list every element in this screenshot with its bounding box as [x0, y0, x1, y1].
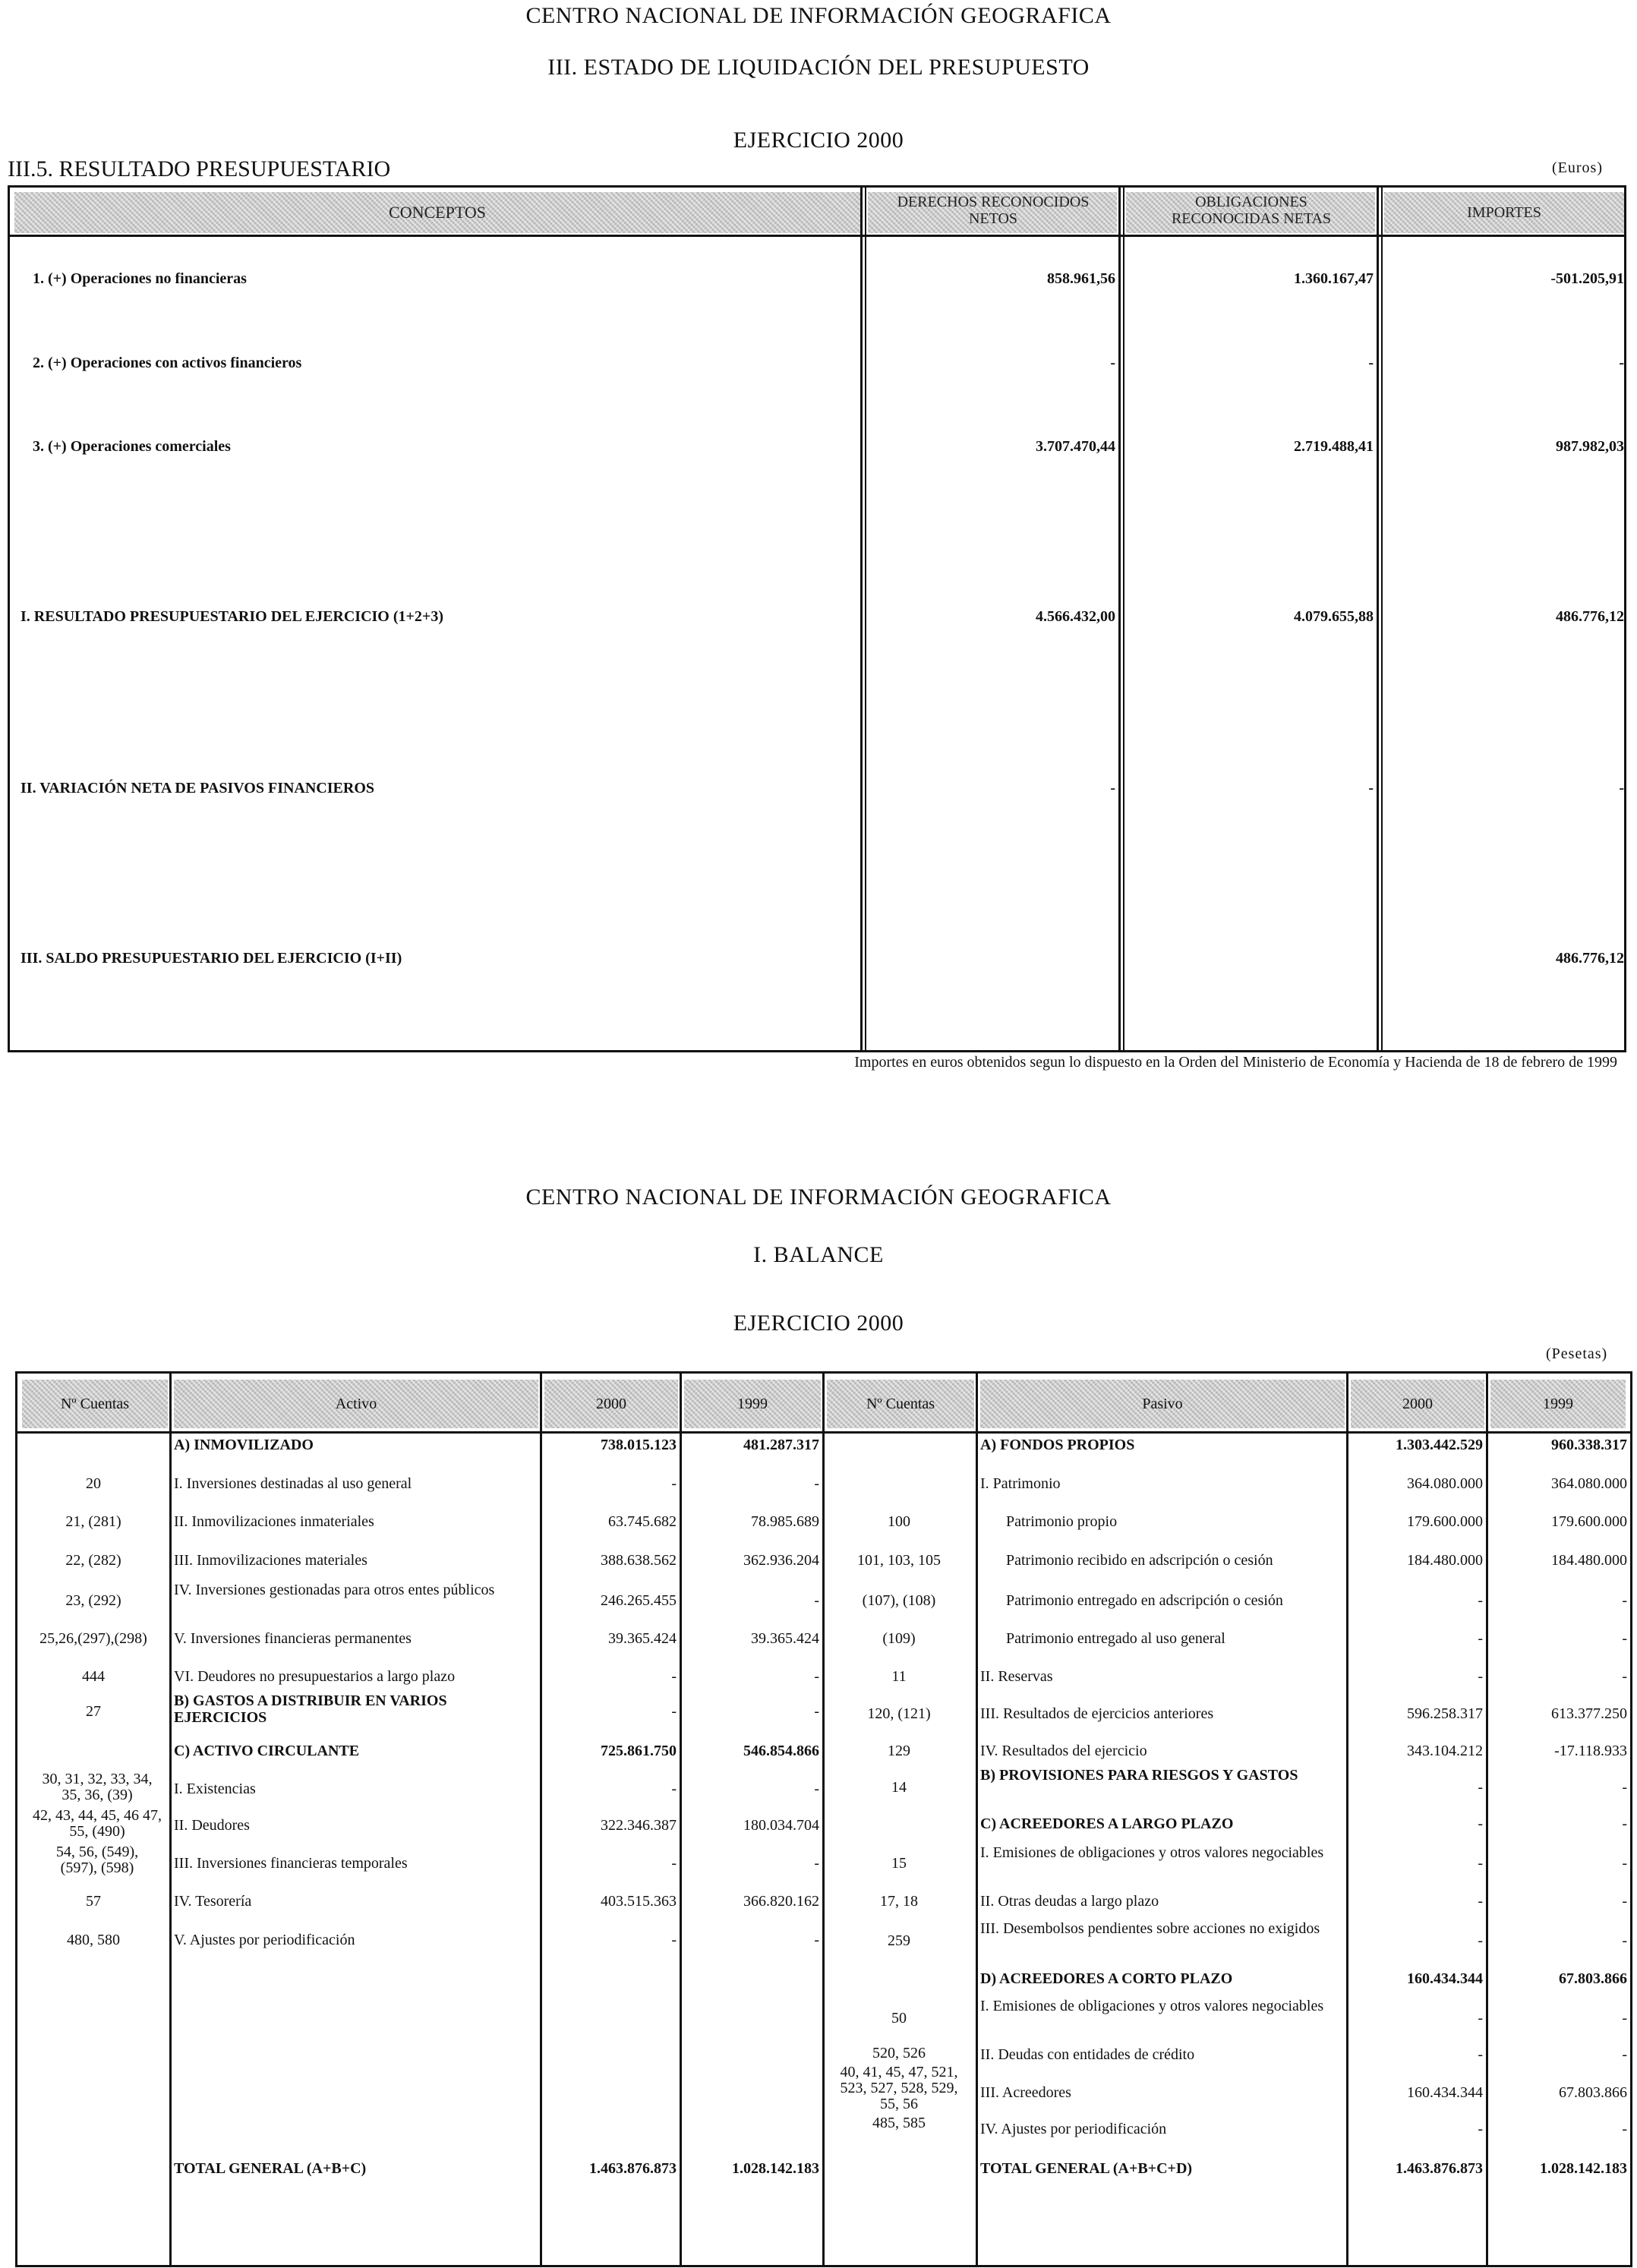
asset-acct: 42, 43, 44, 45, 46 47, 55, (490)	[33, 1807, 162, 1840]
liability-2000: -	[1478, 1630, 1483, 1647]
liability-label: Patrimonio recibido en adscripción o cesión	[1006, 1552, 1273, 1569]
asset-1999: -	[814, 1592, 819, 1609]
asset-1999: -	[814, 1475, 819, 1492]
liability-acct: (109)	[882, 1630, 916, 1647]
doc2-balance-table	[15, 1371, 1632, 2267]
liability-label: Patrimonio propio	[1006, 1513, 1118, 1530]
doc2-header-accounts-2: Nº Cuentas	[866, 1395, 935, 1412]
doc2-col-sep	[976, 1374, 978, 2265]
asset-label: TOTAL GENERAL (A+B+C)	[174, 2160, 367, 2177]
liability-2000: 1.303.442.529	[1396, 1437, 1483, 1453]
doc2-header-2000: 2000	[596, 1395, 626, 1412]
asset-label: B) GASTOS A DISTRIBUIR EN VARIOS EJERCICIOS	[174, 1692, 447, 1726]
liability-1999: -	[1622, 1668, 1627, 1685]
doc1-header-concepts: CONCEPTOS	[389, 203, 486, 222]
doc2-header-1999b: 1999	[1543, 1395, 1573, 1412]
asset-1999: 1.028.142.183	[732, 2160, 819, 2177]
liability-acct: 129	[888, 1743, 910, 1759]
doc1-row-obligations: 1.360.167,47	[1294, 270, 1374, 287]
doc2-header-assets: Activo	[335, 1395, 377, 1412]
asset-acct: 57	[86, 1893, 101, 1910]
asset-acct: 27	[86, 1703, 101, 1720]
asset-label: III. Inversiones financieras temporales	[174, 1855, 408, 1872]
liability-2000: -	[1478, 1815, 1483, 1832]
asset-label: IV. Tesorería	[174, 1893, 252, 1910]
liability-1999: -	[1622, 1932, 1627, 1949]
asset-acct: 25,26,(297),(298)	[39, 1630, 147, 1647]
liability-acct: 259	[888, 1932, 910, 1949]
liability-1999: 67.803.866	[1559, 2084, 1627, 2101]
asset-2000: 322.346.387	[601, 1817, 677, 1834]
liability-2000: -	[1478, 2121, 1483, 2137]
liability-2000: 596.258.317	[1407, 1705, 1483, 1722]
liability-2000: 160.434.344	[1407, 1970, 1483, 1987]
doc1-row-label: III. SALDO PRESUPUESTARIO DEL EJERCICIO (I+II)	[21, 950, 402, 967]
liability-1999: -17.118.933	[1554, 1743, 1627, 1759]
asset-1999: -	[814, 1668, 819, 1685]
asset-2000: -	[671, 1855, 677, 1872]
liability-1999: -	[1622, 1592, 1627, 1609]
liability-2000: -	[1478, 1893, 1483, 1910]
asset-1999: -	[814, 1932, 819, 1948]
liability-label: III. Desembolsos pendientes sobre acciones no exigidos	[980, 1920, 1320, 1937]
asset-2000: 388.638.562	[601, 1552, 677, 1569]
doc1-header-amounts: IMPORTES	[1467, 204, 1541, 221]
asset-2000: -	[671, 1475, 677, 1492]
doc1-row-amount: 486.776,12	[1556, 608, 1624, 625]
asset-label: I. Inversiones destinadas al uso general	[174, 1475, 412, 1492]
asset-1999: 546.854.866	[743, 1743, 819, 1759]
doc1-header-obligations: OBLIGACIONES RECONOCIDAS NETAS	[1171, 194, 1332, 227]
doc1-row-amount: -501.205,91	[1550, 270, 1624, 287]
liability-acct: 520, 526	[872, 2045, 926, 2061]
liability-2000: 160.434.344	[1407, 2084, 1483, 2101]
doc2-currency: (Pesetas)	[1546, 1345, 1608, 1362]
liability-1999: 179.600.000	[1551, 1513, 1627, 1530]
liability-1999: -	[1622, 2121, 1627, 2137]
liability-label: II. Deudas con entidades de crédito	[980, 2046, 1195, 2063]
liability-2000: 1.463.876.873	[1396, 2160, 1483, 2177]
liability-label: TOTAL GENERAL (A+B+C+D)	[980, 2160, 1193, 2177]
liability-label: B) PROVISIONES PARA RIESGOS Y GASTOS	[980, 1767, 1298, 1784]
doc1-row-rights: 3.707.470,44	[1036, 438, 1115, 455]
doc1-section-title: III. ESTADO DE LIQUIDACIÓN DEL PRESUPUESTO	[547, 55, 1090, 80]
liability-acct: 101, 103, 105	[857, 1552, 941, 1569]
asset-acct: 23, (292)	[65, 1592, 121, 1609]
asset-label: I. Existencias	[174, 1781, 256, 1797]
liability-label: Patrimonio entregado al uso general	[1006, 1630, 1225, 1647]
doc1-row-amount: -	[1619, 780, 1624, 796]
doc1-row-label: I. RESULTADO PRESUPUESTARIO DEL EJERCICIO (1+2+3)	[21, 608, 443, 625]
asset-1999: 366.820.162	[743, 1893, 819, 1910]
doc1-row-label: 1. (+) Operaciones no financieras	[33, 270, 247, 287]
asset-1999: 78.985.689	[751, 1513, 819, 1530]
doc1-row-rights: -	[1110, 780, 1115, 796]
liability-1999: 613.377.250	[1551, 1705, 1627, 1722]
liability-label: I. Patrimonio	[980, 1475, 1061, 1492]
liability-acct: (107), (108)	[862, 1592, 936, 1609]
doc2-header-liabilities: Pasivo	[1142, 1395, 1183, 1412]
liability-label: I. Emisiones de obligaciones y otros valores negociables	[980, 1844, 1324, 1861]
liability-1999: 184.480.000	[1551, 1552, 1627, 1569]
liability-1999: -	[1622, 2010, 1627, 2027]
asset-acct: 22, (282)	[65, 1552, 121, 1569]
asset-1999: -	[814, 1781, 819, 1797]
liability-label: II. Otras deudas a largo plazo	[980, 1893, 1159, 1910]
asset-acct: 444	[82, 1668, 105, 1685]
doc2-header-2000b: 2000	[1402, 1395, 1433, 1412]
liability-label: D) ACREEDORES A CORTO PLAZO	[980, 1970, 1233, 1987]
asset-label: C) ACTIVO CIRCULANTE	[174, 1743, 360, 1759]
asset-2000: 63.745.682	[608, 1513, 677, 1530]
liability-acct: 15	[891, 1855, 907, 1872]
liability-label: III. Resultados de ejercicios anteriores	[980, 1705, 1214, 1722]
doc1-row-obligations: 2.719.488,41	[1294, 438, 1374, 455]
doc1-year: EJERCICIO 2000	[733, 128, 904, 153]
doc1-footnote: Importes en euros obtenidos segun lo dispuesto en la Orden del Ministerio de Economía y Hacienda de 18 de febrero de 1999	[854, 1054, 1617, 1071]
liability-acct: 40, 41, 45, 47, 521, 523, 527, 528, 529, 55, 56	[840, 2064, 958, 2112]
asset-1999: 39.365.424	[751, 1630, 819, 1647]
asset-2000: 1.463.876.873	[589, 2160, 677, 2177]
liability-acct: 120, (121)	[867, 1705, 931, 1722]
liability-acct: 485, 585	[872, 2115, 926, 2131]
liability-1999: 1.028.142.183	[1540, 2160, 1627, 2177]
asset-label: II. Inmovilizaciones inmateriales	[174, 1513, 374, 1530]
liability-label: IV. Ajustes por periodificación	[980, 2121, 1167, 2137]
liability-2000: -	[1478, 1592, 1483, 1609]
doc1-subtitle: III.5. RESULTADO PRESUPUESTARIO	[8, 156, 391, 181]
asset-1999: 362.936.204	[743, 1552, 819, 1569]
asset-2000: -	[671, 1668, 677, 1685]
asset-2000: 39.365.424	[608, 1630, 677, 1647]
doc2-header-accounts: Nº Cuentas	[60, 1395, 130, 1412]
liability-1999: 67.803.866	[1559, 1970, 1627, 1987]
doc2-header-1999: 1999	[737, 1395, 768, 1412]
liability-2000: -	[1478, 1855, 1483, 1872]
asset-label: A) INMOVILIZADO	[174, 1437, 314, 1453]
liability-2000: -	[1478, 1932, 1483, 1949]
asset-label: V. Inversiones financieras permanentes	[174, 1630, 412, 1647]
asset-2000: 403.515.363	[601, 1893, 677, 1910]
liability-acct: 17, 18	[880, 1893, 918, 1910]
liability-1999: 960.338.317	[1551, 1437, 1627, 1453]
liability-1999: -	[1622, 1815, 1627, 1832]
asset-2000: 246.265.455	[601, 1592, 677, 1609]
liability-1999: -	[1622, 1630, 1627, 1647]
liability-2000: 343.104.212	[1407, 1743, 1483, 1759]
doc1-row-amount: -	[1619, 355, 1624, 371]
liability-1999: -	[1622, 1779, 1627, 1796]
doc1-row-rights: 4.566.432,00	[1036, 608, 1115, 625]
doc1-row-obligations: -	[1368, 780, 1374, 796]
liability-label: IV. Resultados del ejercicio	[980, 1743, 1147, 1759]
asset-acct: 20	[86, 1475, 101, 1492]
asset-1999: 481.287.317	[743, 1437, 819, 1453]
doc1-org-title: CENTRO NACIONAL DE INFORMACIÓN GEOGRAFICA	[525, 3, 1112, 28]
doc1-col-sep	[860, 188, 863, 1050]
doc1-col-sep	[1377, 188, 1379, 1050]
liability-label: A) FONDOS PROPIOS	[980, 1437, 1135, 1453]
liability-2000: 184.480.000	[1407, 1552, 1483, 1569]
liability-label: I. Emisiones de obligaciones y otros valores negociables	[980, 1998, 1324, 2014]
doc1-row-amount: 486.776,12	[1556, 950, 1624, 967]
asset-1999: -	[814, 1703, 819, 1720]
doc1-row-obligations: -	[1368, 355, 1374, 371]
asset-2000: -	[671, 1932, 677, 1948]
asset-label: VI. Deudores no presupuestarios a largo plazo	[174, 1668, 456, 1685]
asset-acct: 21, (281)	[65, 1513, 121, 1530]
asset-2000: -	[671, 1781, 677, 1797]
asset-2000: 738.015.123	[601, 1437, 677, 1453]
liability-2000: 179.600.000	[1407, 1513, 1483, 1530]
doc1-row-label: 2. (+) Operaciones con activos financieros	[33, 355, 302, 371]
doc1-row-rights: 858.961,56	[1047, 270, 1115, 287]
liability-label: Patrimonio entregado en adscripción o cesión	[1006, 1592, 1283, 1609]
doc1-budget-table	[8, 185, 1626, 1052]
asset-acct: 480, 580	[67, 1932, 120, 1948]
asset-1999: -	[814, 1855, 819, 1872]
doc1-row-label: II. VARIACIÓN NETA DE PASIVOS FINANCIEROS	[21, 780, 374, 796]
doc1-row-obligations: 4.079.655,88	[1294, 608, 1374, 625]
liability-2000: -	[1478, 2046, 1483, 2063]
doc1-col-sep	[1118, 188, 1121, 1050]
doc1-row-rights: -	[1110, 355, 1115, 371]
doc1-currency: (Euros)	[1552, 159, 1603, 176]
liability-acct: 100	[888, 1513, 910, 1530]
doc2-section-title: I. BALANCE	[753, 1242, 884, 1267]
asset-label: III. Inmovilizaciones materiales	[174, 1552, 367, 1569]
doc2-org-title: CENTRO NACIONAL DE INFORMACIÓN GEOGRAFICA	[525, 1184, 1112, 1210]
liability-2000: -	[1478, 1668, 1483, 1685]
asset-2000: 725.861.750	[601, 1743, 677, 1759]
liability-acct: 14	[891, 1779, 907, 1796]
liability-1999: 364.080.000	[1551, 1475, 1627, 1492]
asset-label: IV. Inversiones gestionadas para otros entes públicos	[174, 1582, 495, 1598]
liability-2000: -	[1478, 2010, 1483, 2027]
liability-1999: -	[1622, 1893, 1627, 1910]
doc2-year: EJERCICIO 2000	[733, 1311, 904, 1336]
doc1-row-label: 3. (+) Operaciones comerciales	[33, 438, 231, 455]
doc2-col-sep	[169, 1374, 172, 2265]
liability-1999: -	[1622, 1855, 1627, 1872]
liability-1999: -	[1622, 2046, 1627, 2063]
liability-label: III. Acreedores	[980, 2084, 1071, 2101]
asset-acct: 30, 31, 32, 33, 34, 35, 36, (39)	[42, 1771, 153, 1803]
asset-acct: 54, 56, (549), (597), (598)	[55, 1844, 139, 1876]
liability-acct: 11	[891, 1668, 907, 1685]
liability-acct: 50	[891, 2010, 907, 2027]
liability-2000: -	[1478, 1779, 1483, 1796]
asset-2000: -	[671, 1703, 677, 1720]
liability-2000: 364.080.000	[1407, 1475, 1483, 1492]
doc1-header-rights: DERECHOS RECONOCIDOS NETOS	[897, 194, 1090, 227]
asset-label: V. Ajustes por periodificación	[174, 1932, 355, 1948]
asset-label: II. Deudores	[174, 1817, 250, 1834]
liability-label: C) ACREEDORES A LARGO PLAZO	[980, 1815, 1234, 1832]
asset-1999: 180.034.704	[743, 1817, 819, 1834]
liability-label: II. Reservas	[980, 1668, 1053, 1685]
doc1-row-amount: 987.982,03	[1556, 438, 1624, 455]
